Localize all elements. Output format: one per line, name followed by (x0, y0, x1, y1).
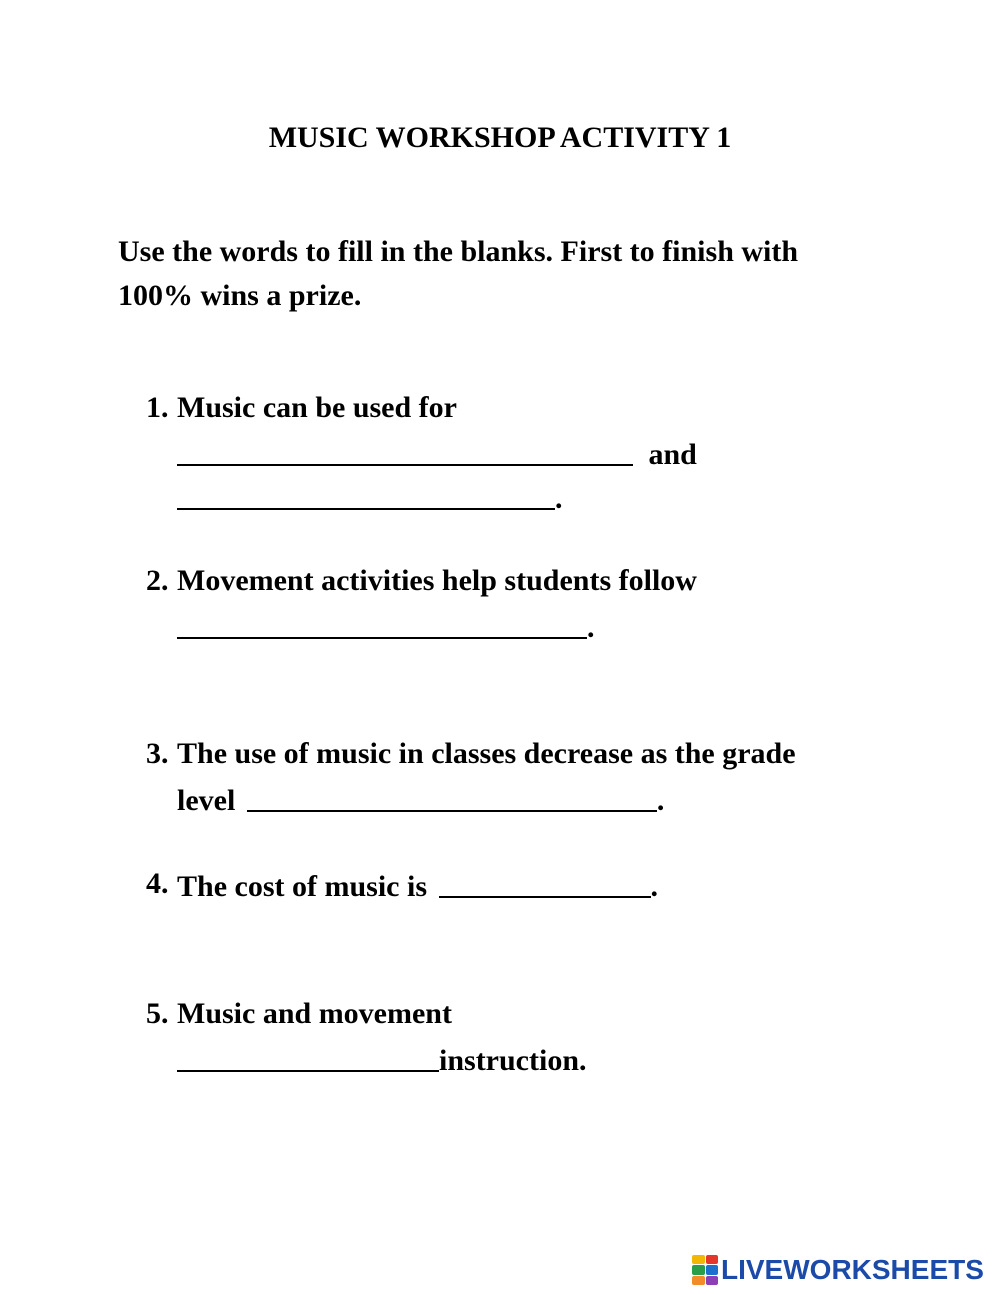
answer-blank-4[interactable] (439, 864, 651, 898)
answer-blank-2[interactable] (177, 605, 587, 639)
liveworksheets-logo (692, 1253, 984, 1287)
question-text: instruction. (439, 1044, 587, 1077)
answer-blank-5[interactable] (177, 1038, 439, 1072)
question-text: The use of music in classes decrease as the grade (177, 737, 796, 770)
question-text: and (648, 438, 697, 471)
answer-blank-1b[interactable] (177, 476, 555, 510)
question-number: 4. (146, 867, 169, 900)
question-text: . (587, 611, 595, 644)
question-number: 3. (146, 737, 169, 770)
question-text: Music can be used for (177, 391, 457, 424)
question-number: 5. (146, 997, 169, 1030)
question-text: . (656, 784, 665, 817)
logo-blocks-icon (692, 1255, 718, 1285)
question-number: 2. (146, 564, 169, 597)
logo-text: LIVEWORKSHEETS (721, 1254, 984, 1285)
question-text: . (650, 870, 658, 903)
question-number: 1. (146, 391, 169, 424)
question-text: level (177, 784, 236, 817)
question-text: . (555, 482, 563, 515)
answer-blank-1a[interactable] (177, 432, 633, 466)
question-text: The cost of music is (177, 870, 427, 903)
question-text: Music and movement (177, 997, 452, 1030)
instructions-text: Use the words to fill in the blanks. First to finish with 100% wins a prize. (118, 235, 799, 312)
question-text: Movement activities help students follow (177, 564, 697, 597)
worksheet-title: MUSIC WORKSHOP ACTIVITY 1 (268, 121, 732, 154)
answer-blank-3[interactable] (247, 778, 657, 812)
